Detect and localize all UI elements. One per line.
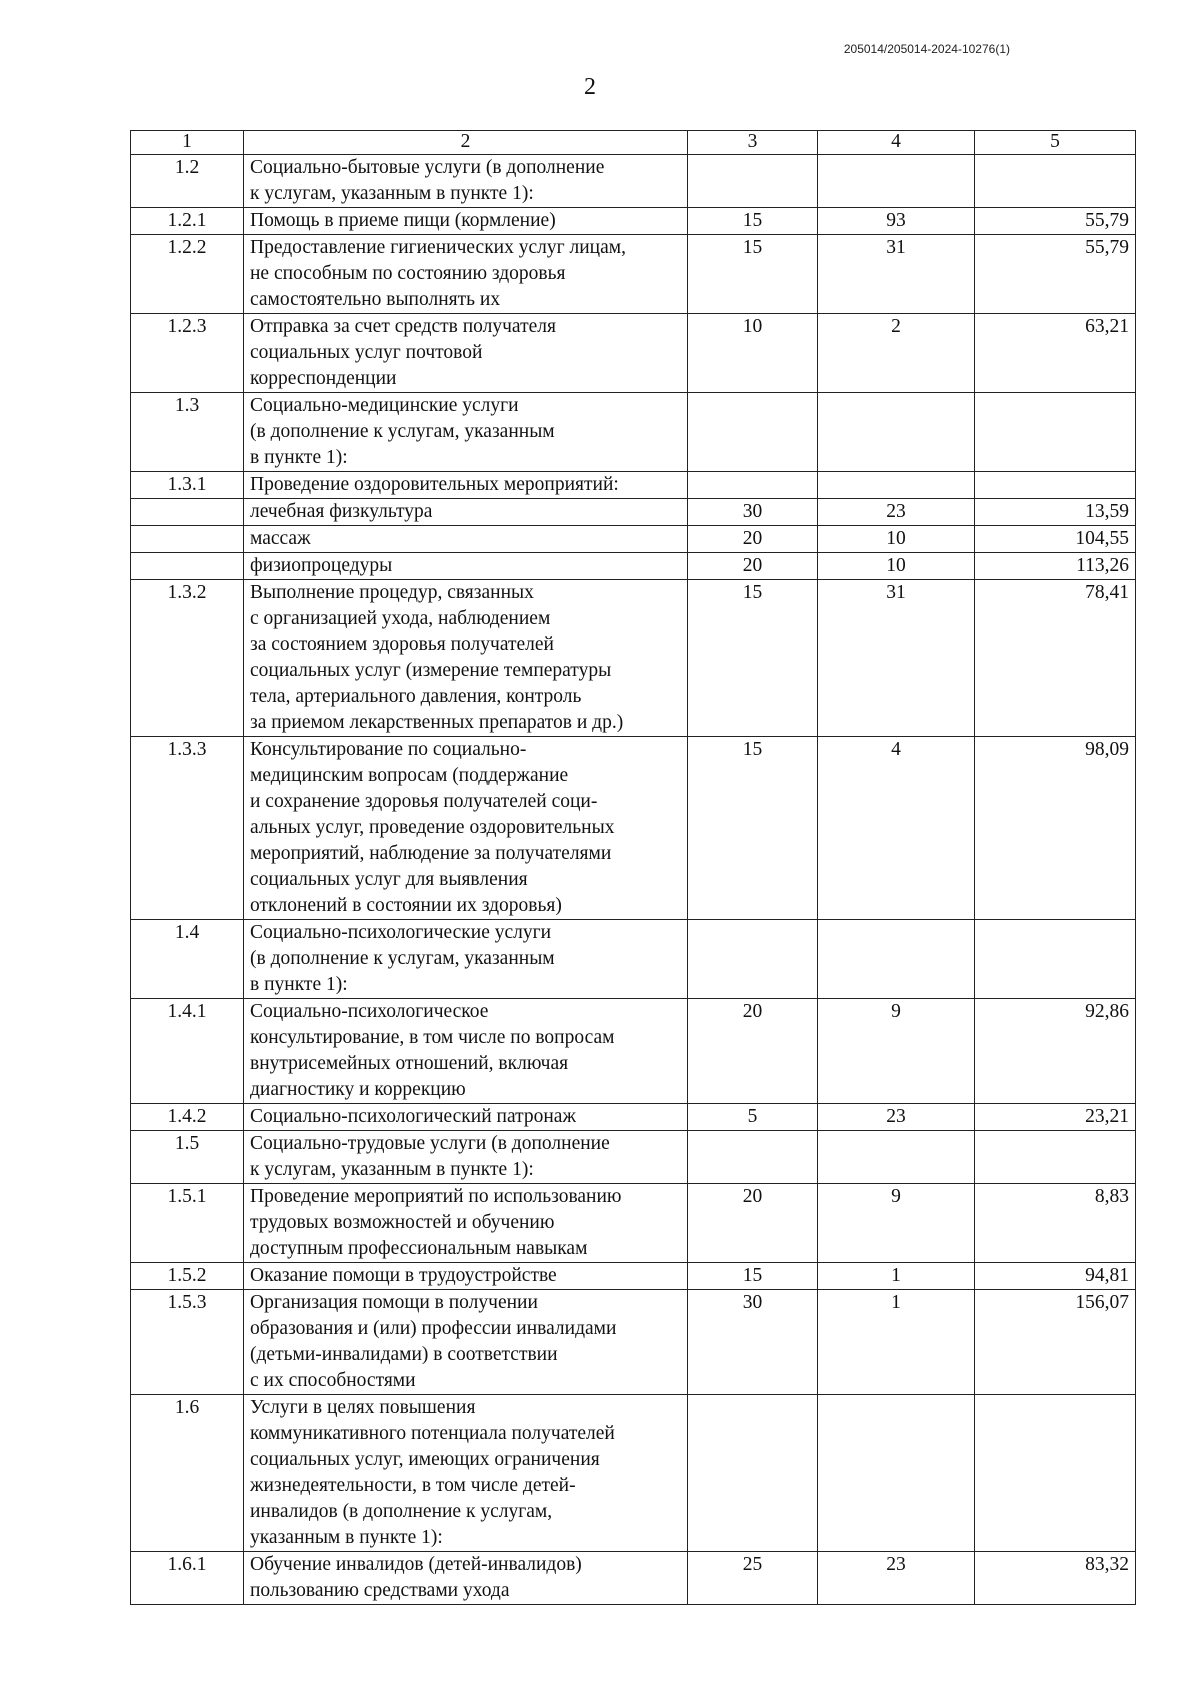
table-row [131,472,1136,499]
col4-value [818,920,975,999]
col4-value: 23 [818,499,975,526]
table-row [131,1263,1136,1290]
col5-value: 94,81 [975,1263,1136,1290]
document-id: 205014/205014-2024-10276(1) [843,42,1010,56]
table-row [131,314,1136,393]
row-number: 1.4 [131,920,244,999]
col3-value: 15 [688,737,818,920]
table-row [131,920,1136,999]
service-name: Отправка за счет средств получателя социальных услуг почтовой корреспонденции [244,314,688,393]
service-name: Обучение инвалидов (детей-инвалидов) пользованию средствами ухода [244,1552,688,1605]
col5-value [975,393,1136,472]
table-row [131,999,1136,1104]
header-col-2: 2 [244,131,688,155]
service-name: Социально-психологические услуги (в дополнение к услугам, указанным в пункте 1): [244,920,688,999]
col5-value: 63,21 [975,314,1136,393]
col5-value: 55,79 [975,235,1136,314]
row-number: 1.2.1 [131,208,244,235]
row-number: 1.3.1 [131,472,244,499]
service-name: Услуги в целях повышения коммуникативного потенциала получателей социальных услуг, имеющих ограничения жизнедеятельности, в том числе детей- инвалидов (в дополнение к услугам, указанным в пункте 1): [244,1395,688,1552]
row-number [131,499,244,526]
col5-value: 156,07 [975,1290,1136,1395]
col3-value: 20 [688,1184,818,1263]
table-row [131,1184,1136,1263]
service-name: лечебная физкультура [244,499,688,526]
row-number: 1.2.2 [131,235,244,314]
col5-value: 98,09 [975,737,1136,920]
row-number: 1.3 [131,393,244,472]
table-row [131,208,1136,235]
col5-value [975,1131,1136,1184]
col3-value: 25 [688,1552,818,1605]
header-col-4: 4 [818,131,975,155]
col3-value: 15 [688,235,818,314]
services-table [130,130,1136,1605]
row-number: 1.2 [131,155,244,208]
table-row [131,1552,1136,1605]
row-number: 1.5 [131,1131,244,1184]
row-number: 1.3.2 [131,580,244,737]
col4-value: 10 [818,526,975,553]
header-col-3: 3 [688,131,818,155]
col4-value [818,393,975,472]
service-name: Социально-трудовые услуги (в дополнение к услугам, указанным в пункте 1): [244,1131,688,1184]
col3-value [688,1131,818,1184]
service-name: Помощь в приеме пищи (кормление) [244,208,688,235]
col3-value: 20 [688,999,818,1104]
col4-value: 93 [818,208,975,235]
col5-value: 113,26 [975,553,1136,580]
col3-value: 15 [688,208,818,235]
col5-value [975,155,1136,208]
col4-value: 4 [818,737,975,920]
service-name: физиопроцедуры [244,553,688,580]
table-row [131,1290,1136,1395]
row-number: 1.4.2 [131,1104,244,1131]
row-number [131,553,244,580]
col3-value: 10 [688,314,818,393]
col5-value [975,472,1136,499]
col3-value [688,472,818,499]
col4-value: 23 [818,1552,975,1605]
table-row [131,526,1136,553]
col5-value: 13,59 [975,499,1136,526]
row-number: 1.5.1 [131,1184,244,1263]
service-name: Организация помощи в получении образования и (или) профессии инвалидами (детьми-инвалидами) в соответствии с их способностями [244,1290,688,1395]
page-number: 2 [584,74,596,100]
table-row [131,235,1136,314]
row-number [131,526,244,553]
col3-value: 15 [688,1263,818,1290]
col3-value [688,155,818,208]
row-number: 1.3.3 [131,737,244,920]
service-name: Выполнение процедур, связанных с организацией ухода, наблюдением за состоянием здоровья получателей социальных услуг (измерение температуры тела, артериального давления, контроль за приемом лекарственных препаратов и др.) [244,580,688,737]
table-row [131,580,1136,737]
table-row [131,737,1136,920]
col4-value: 31 [818,580,975,737]
col4-value [818,1395,975,1552]
service-name: Социально-психологический патронаж [244,1104,688,1131]
service-name: Предоставление гигиенических услуг лицам, не способным по состоянию здоровья самостоятельно выполнять их [244,235,688,314]
service-name: Оказание помощи в трудоустройстве [244,1263,688,1290]
col3-value: 30 [688,499,818,526]
header-col-5: 5 [975,131,1136,155]
col5-value: 92,86 [975,999,1136,1104]
col5-value: 83,32 [975,1552,1136,1605]
service-name: массаж [244,526,688,553]
row-number: 1.5.3 [131,1290,244,1395]
col5-value: 8,83 [975,1184,1136,1263]
col3-value [688,393,818,472]
service-name: Проведение оздоровительных мероприятий: [244,472,688,499]
row-number: 1.6.1 [131,1552,244,1605]
service-name: Социально-психологическое консультирование, в том числе по вопросам внутрисемейных отношений, включая диагностику и коррекцию [244,999,688,1104]
row-number: 1.4.1 [131,999,244,1104]
col3-value: 15 [688,580,818,737]
row-number: 1.6 [131,1395,244,1552]
col3-value: 20 [688,553,818,580]
col4-value [818,1131,975,1184]
table-row [131,1395,1136,1552]
col4-value: 1 [818,1263,975,1290]
col4-value: 23 [818,1104,975,1131]
col5-value: 23,21 [975,1104,1136,1131]
col3-value [688,1395,818,1552]
table-row [131,499,1136,526]
col4-value: 9 [818,999,975,1104]
row-number: 1.2.3 [131,314,244,393]
service-name: Проведение мероприятий по использованию трудовых возможностей и обучению доступным профессиональным навыкам [244,1184,688,1263]
service-name: Консультирование по социально- медицинским вопросам (поддержание и сохранение здоровья получателей соци- альных услуг, проведение оздоровительных мероприятий, наблюдение за получателями социальных услуг для выявления отклонений в состоянии их здоровья) [244,737,688,920]
col4-value [818,472,975,499]
table-row [131,155,1136,208]
row-number: 1.5.2 [131,1263,244,1290]
col3-value: 20 [688,526,818,553]
table-header-row [131,131,1136,155]
header-col-1: 1 [131,131,244,155]
col5-value: 104,55 [975,526,1136,553]
col5-value [975,1395,1136,1552]
table-row [131,1104,1136,1131]
col4-value: 9 [818,1184,975,1263]
col4-value [818,155,975,208]
col5-value [975,920,1136,999]
table-row [131,1131,1136,1184]
col5-value: 55,79 [975,208,1136,235]
col3-value [688,920,818,999]
table-row [131,393,1136,472]
col4-value: 10 [818,553,975,580]
col3-value: 5 [688,1104,818,1131]
col4-value: 31 [818,235,975,314]
service-name: Социально-бытовые услуги (в дополнение к услугам, указанным в пункте 1): [244,155,688,208]
col4-value: 1 [818,1290,975,1395]
col4-value: 2 [818,314,975,393]
table-row [131,553,1136,580]
service-name: Социально-медицинские услуги (в дополнение к услугам, указанным в пункте 1): [244,393,688,472]
col5-value: 78,41 [975,580,1136,737]
col3-value: 30 [688,1290,818,1395]
